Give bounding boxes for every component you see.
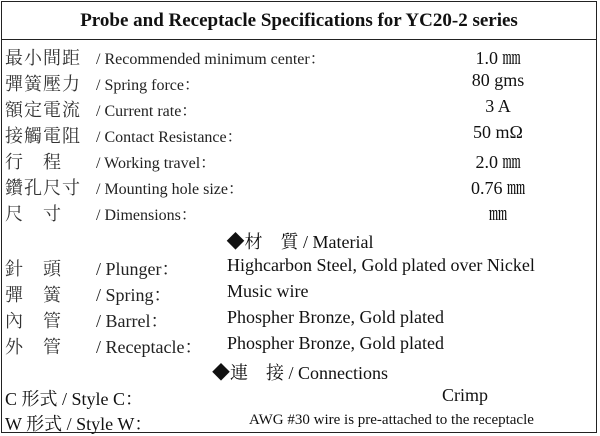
spec-row-current-rate [5, 96, 591, 122]
spec-zh-label: 鑽孔尺寸 [5, 178, 81, 199]
table-title: Probe and Receptacle Specifications for YC20-2 series [2, 2, 596, 40]
material-zh-label: 內 管 [5, 311, 62, 332]
spec-value: 1.0 ㎜ [475, 48, 521, 68]
material-value: Highcarbon Steel, Gold plated over Nickel [227, 255, 535, 275]
spec-table [1, 1, 597, 433]
connection-style-c-value: Crimp [442, 385, 489, 405]
material-row-spring [5, 281, 591, 307]
material-value: Phospher Bronze, Gold plated [227, 307, 444, 327]
material-en-label: / Barrel： [96, 311, 169, 331]
spec-row-working-travel [5, 148, 591, 174]
material-row-receptacle [5, 333, 591, 359]
spec-en-label: / Dimensions： [96, 207, 197, 224]
spec-en-label: / Spring force： [96, 77, 200, 94]
spec-value: ㎜ [489, 204, 507, 224]
material-value: Phospher Bronze, Gold plated [227, 333, 444, 353]
spec-zh-label: 尺 寸 [5, 204, 62, 225]
spec-value: 50 mΩ [473, 122, 523, 142]
spec-row-dimensions [5, 200, 591, 226]
spec-value: 0.76 ㎜ [471, 178, 525, 198]
spec-value: 2.0 ㎜ [475, 152, 521, 172]
spec-en-label: / Contact Resistance： [96, 129, 243, 146]
spec-en-label: / Mounting hole size： [96, 181, 244, 198]
material-en-label: / Receptacle： [96, 337, 203, 357]
spec-en-label: / Current rate： [96, 103, 198, 120]
spec-row-contact-resistance [5, 122, 591, 148]
spec-row-spring-force [5, 70, 591, 96]
material-en-label: / Spring： [96, 285, 172, 305]
spec-zh-label: 行 程 [5, 152, 62, 173]
spec-zh-label: 額定電流 [5, 100, 81, 121]
connection-style-c-label: C 形式 / Style C： [5, 389, 144, 409]
spec-zh-label: 接觸電阻 [5, 126, 81, 147]
spec-value: 3 A [485, 96, 511, 116]
material-row-plunger [5, 255, 591, 281]
spec-en-label: / Working travel： [96, 155, 217, 172]
spec-value: 80 gms [471, 70, 525, 90]
material-en-label: / Plunger： [96, 259, 180, 279]
material-zh-label: 彈 簧 [5, 285, 62, 306]
material-zh-label: 針 頭 [5, 259, 62, 280]
spec-row-min-center [5, 44, 591, 70]
spec-zh-label: 彈簧壓力 [5, 74, 81, 95]
spec-zh-label: 最小間距 [5, 48, 81, 69]
spec-en-label: / Recommended minimum center： [96, 51, 326, 68]
material-section-header: ◆材 質 / Material [226, 232, 374, 252]
material-zh-label: 外 管 [5, 337, 62, 358]
connection-style-w-value: AWG #30 wire is pre-attached to the receptacle [249, 412, 534, 428]
spec-row-mounting-hole [5, 174, 591, 200]
material-row-barrel [5, 307, 591, 333]
material-value: Music wire [227, 281, 309, 301]
connection-style-w-label: W 形式 / Style W： [5, 414, 153, 434]
connections-section-header: ◆連 接 / Connections [212, 363, 388, 383]
